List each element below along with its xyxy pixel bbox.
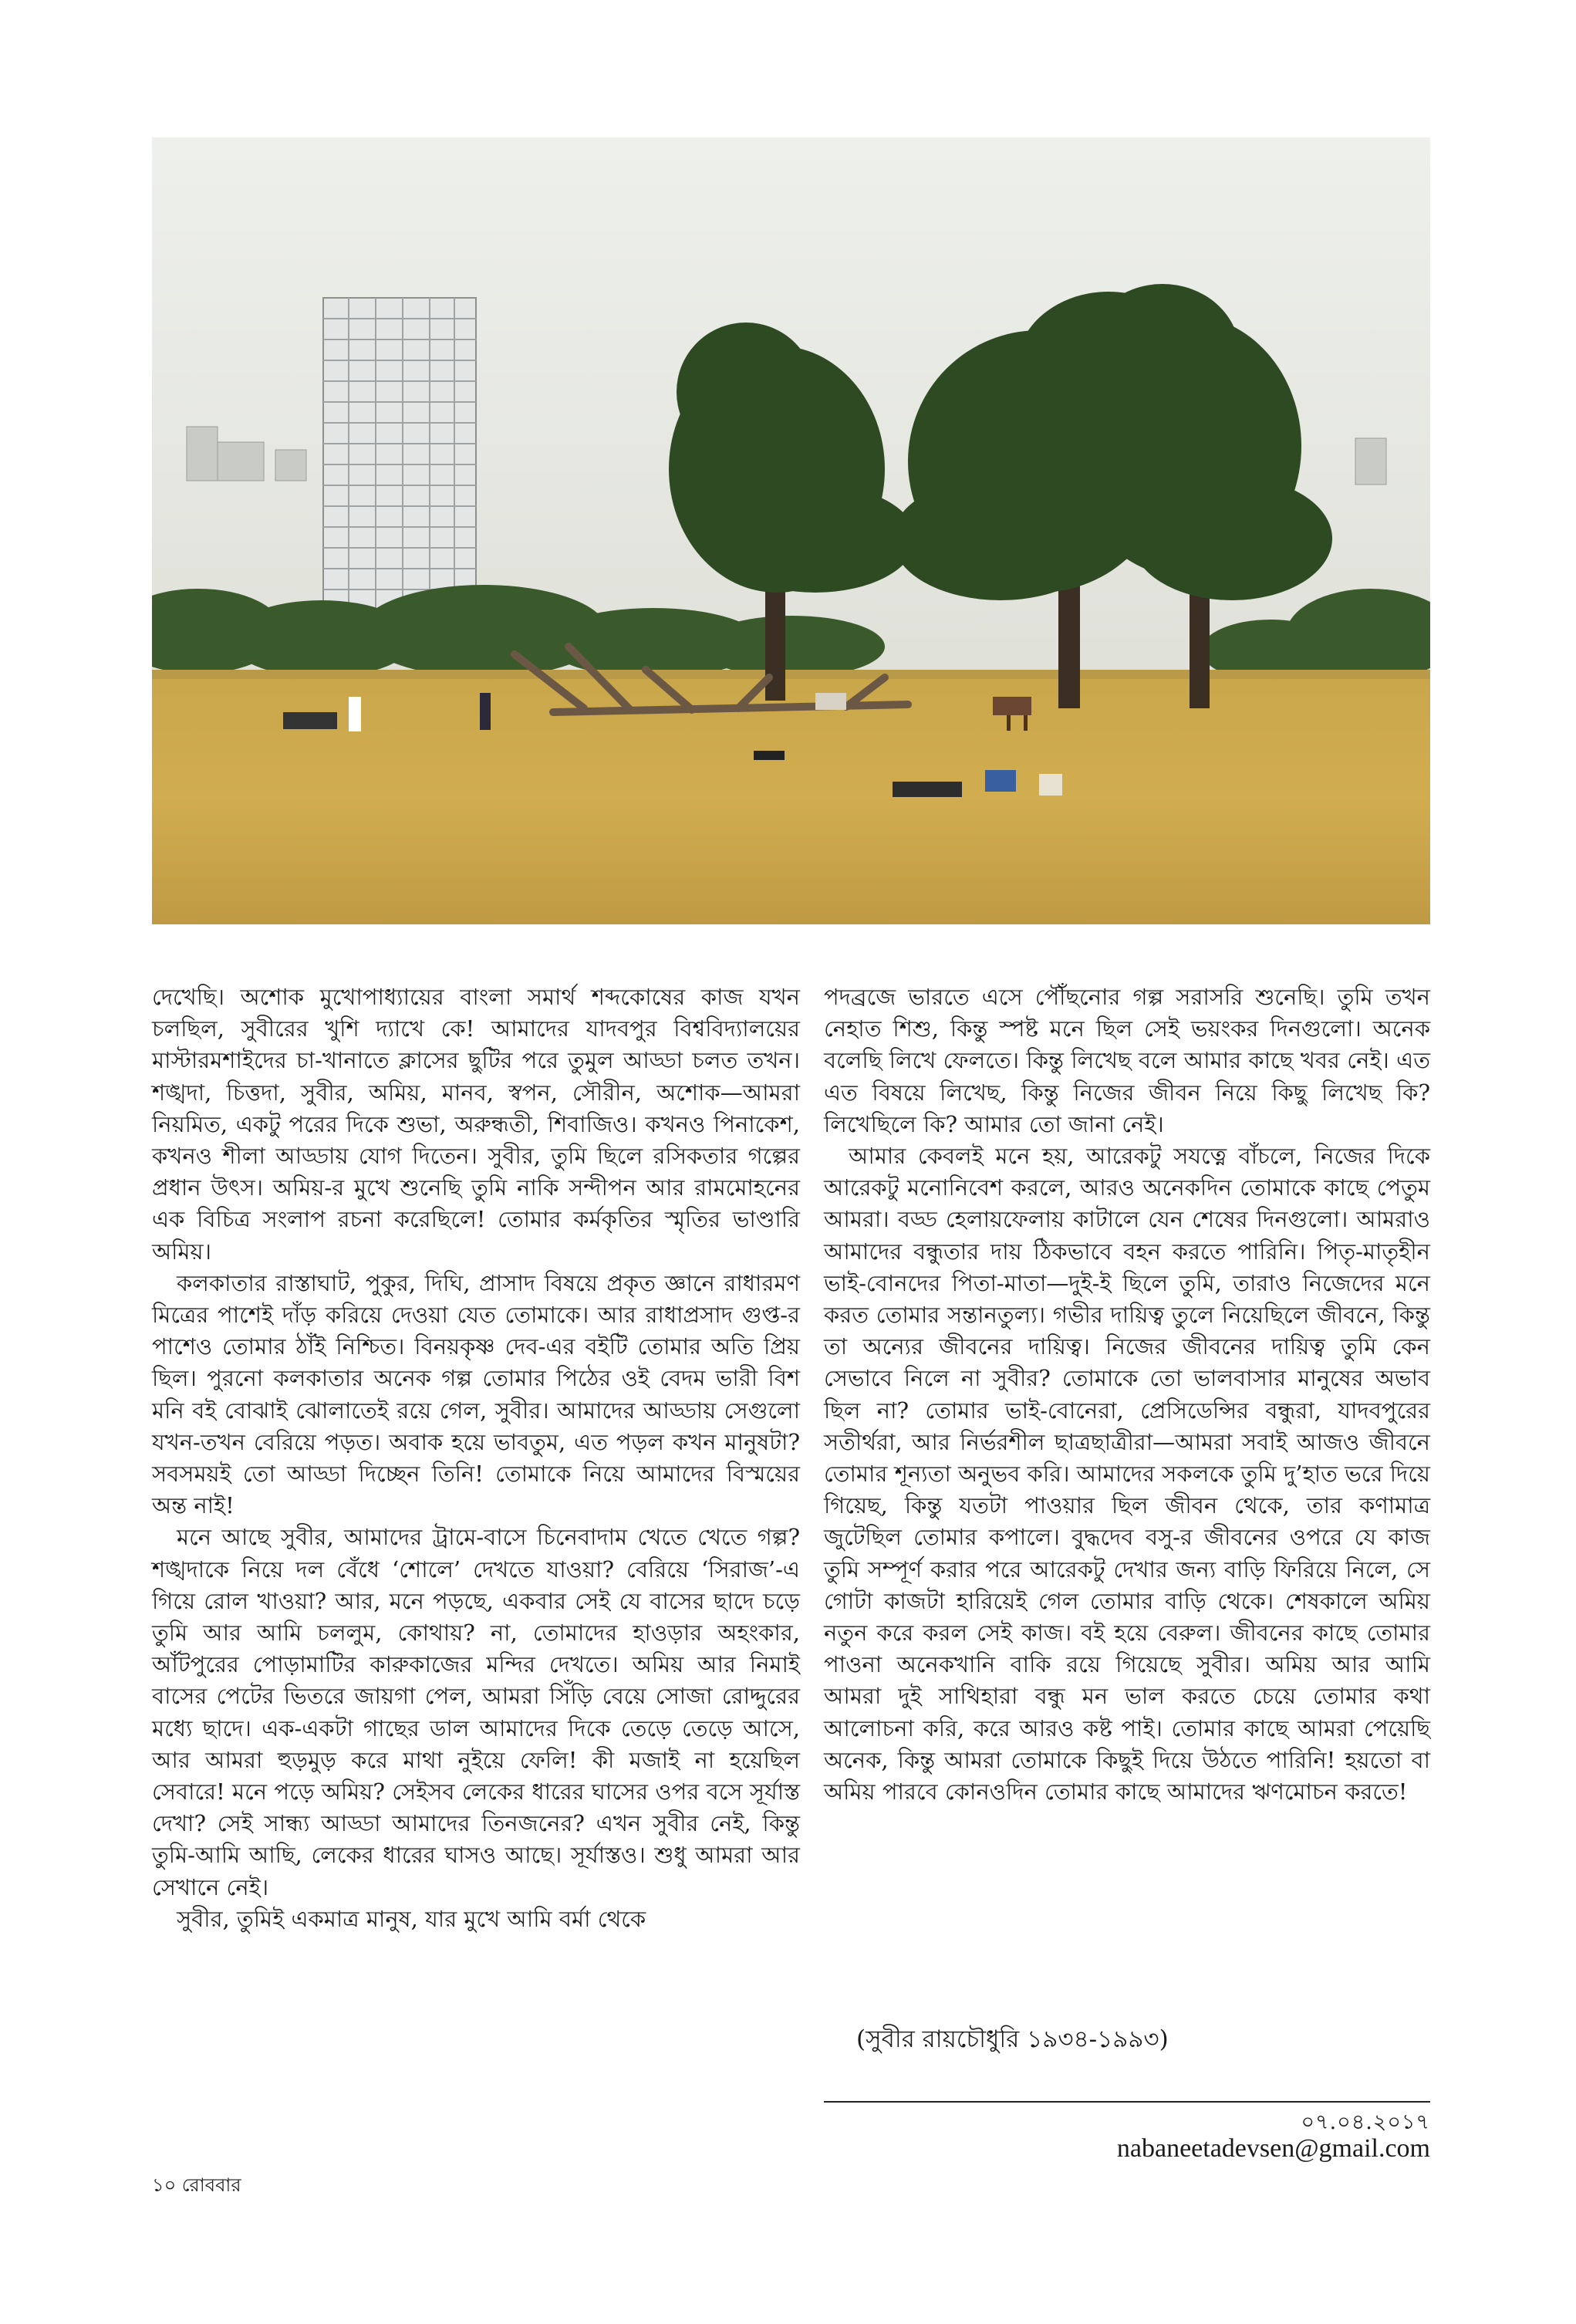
publication-date: ০৭.০৪.২০১৭: [1301, 2110, 1430, 2134]
paragraph: আমার কেবলই মনে হয়, আরেকটু সযত্নে বাঁচলে, নিজের দিকে আরেকটু মনোনিবেশ করলে, আরও অনেকদিন তোমাকে কাছে পেতুম আমরা। বড্ড হেলায়ফেলায় কাটালে যেন শেষের দিনগুলো। আমরাও আমাদের বন্ধুতার দায় ঠিকভাবে বহন করতে পারিনি। পিতৃ-মাতৃহীন ভাই-বোনদের পিতা-মাতা—দুই-ই ছিলে তুমি, তারাও নিজেদের মনে করত তোমার সন্তানতুল্য। গভীর দায়িত্ব তুলে নিয়েছিলে জীবনে, কিন্তু তা অন্যের জীবনের দায়িত্ব। নিজের জীবনের দায়িত্ব তুমি কেন সেভাবে নিলে না সুবীর? তোমাকে তো ভালবাসার মানুষের অভাব ছিল না? তোমার ভাই-বোনেরা, প্রেসিডেন্সির বন্ধুরা, যাদবপুরের সতীর্থরা, আর নির্ভরশীল ছাত্রছাত্রীরা—আমরা সবাই আজও জীবনে তোমার শূন্যতা অনুভব করি। আমাদের সকলকে তুমি দু’হাত ভরে দিয়ে গিয়েছ, কিন্তু যতটা পাওয়ার ছিল জীবন থেকে, তার কণামাত্র জুটেছিল তোমার কপালে। বুদ্ধদেব বসু-র জীবনের ওপরে যে কাজ তুমি সম্পূর্ণ করার পরে আরেকটু দেখার জন্য বাড়ি ফিরিয়ে নিলে, সে গোটা কাজটা হারিয়েই গেল তোমার বাড়ি থেকে। শেষকালে অমিয় নতুন করে করল সেই কাজ। বই হয়ে বেরুল। জীবনের কাছে তোমার পাওনা অনেকখানি বাকি রয়ে গিয়েছে সুবীর। অমিয় আর আমি আমরা দুই সাথিহারা বন্ধু মন ভাল করতে চেয়ে তোমার কথা আলোচনা করি, করে আরও কষ্ট পাই। তোমার কাছে আমরা পেয়েছি অনেক, কিন্তু আমরা তোমাকে কিছুই দিয়ে উঠতে পারিনি! হয়তো বা অমিয় পারবে কোনওদিন তোমার কাছে আমাদের ঋণমোচন করতে!: [824, 1143, 1430, 1805]
author-email: nabaneetadevsen@gmail.com: [1116, 2134, 1430, 2163]
divider: [824, 2101, 1430, 2103]
tower-building: [323, 298, 476, 626]
paragraph: কলকাতার রাস্তাঘাট, পুকুর, দিঘি, প্রাসাদ বিষয়ে প্রকৃত জ্ঞানে রাধারমণ মিত্রের পাশেই দাঁড় করিয়ে দেওয়া যেত তোমাকে। আর রাধাপ্রসাদ গুপ্ত-র পাশেও তোমার ঠাঁই নিশ্চিত। বিনয়কৃষ্ণ দেব-এর বইটি তোমার অতি প্রিয় ছিল। পুরনো কলকাতার অনেক গল্প তোমার পিঠের ওই বেদম ভারী বিশ মনি বই বোঝাই ঝোলাতেই রয়ে গেল, সুবীর। আমাদের আড্ডায় সেগুলো যখন-তখন বেরিয়ে পড়ত। অবাক হয়ে ভাবতুম, এত পড়ল কখন মানুষটা? সবসময়ই তো আড্ডা দিচ্ছেন তিনি! তোমাকে নিয়ে আমাদের বিস্ময়ের অন্ত নাই!: [152, 1269, 801, 1519]
paragraph: সুবীর, তুমিই একমাত্র মানুষ, যার মুখে আমি বর্মা থেকে: [177, 1905, 646, 1932]
article-column-right: [824, 981, 1430, 1808]
paragraph: মনে আছে সুবীর, আমাদের ট্রামে-বাসে চিনেবাদাম খেতে খেতে গল্প? শঙ্খদাকে নিয়ে দল বেঁধে ‘শোলে’ দেখতে যাওয়া? বেরিয়ে ‘সিরাজ’-এ গিয়ে রোল খাওয়া? আর, মনে পড়ছে, একবার সেই যে বাসের ছাদে চড়ে তুমি আর আমি চললুম, কোথায়? না, তোমাদের হাওড়ার অহংকার, আঁটপুরের পোড়ামাটির কারুকাজের মন্দির দেখতে। অমিয় আর নিমাই বাসের পেটের ভিতরে জায়গা পেল, আমরা সিঁড়ি বেয়ে সোজা রোদ্দুরের মধ্যে ছাদে। এক-একটা গাছের ডাল আমাদের দিকে তেড়ে তেড়ে আসে, আর আমরা হুড়মুড় করে মাথা নুইয়ে ফেলি! কী মজাই না হয়েছিল সেবারে! মনে পড়ে অমিয়? সেইসব লেকের ধারের ঘাসের ওপর বসে সূর্যাস্ত দেখা? সেই সান্ধ্য আড্ডা আমাদের তিনজনের? এখন সুবীর নেই, কিন্তু তুমি-আমি আছি, লেকের ধারের ঘাসও আছে। সূর্যাস্তও। শুধু আমরা আর সেখানে নেই।: [152, 1524, 800, 1900]
dates-caption: (সুবীর রায়চৌধুরি ১৯৩৪-১৯৯৩): [856, 2025, 1169, 2053]
maidan-photo: [152, 137, 1430, 924]
page-folio: ১০ রোববার: [152, 2174, 241, 2196]
paragraph: দেখেছি। অশোক মুখোপাধ্যায়ের বাংলা সমার্থ শব্দকোষের কাজ যখন চলছিল, সুবীরের খুশি দ্যাখে কে! আমাদের যাদবপুর বিশ্ববিদ্যালয়ের মাস্টারমশাইদের চা-খানাতে ক্লাসের ছুটির পরে তুমুল আড্ডা চলত তখন। শঙ্খদা, চিত্তদা, সুবীর, অমিয়, মানব, স্বপন, সৌরীন, অশোক—আমরা নিয়মিত, একটু পরের দিকে শুভা, অরুন্ধতী, শিবাজিও। কখনও পিনাকেশ, কখনও শীলা আড্ডায় যোগ দিতেন। সুবীর, তুমি ছিলে রসিকতার গল্পের প্রধান উৎস। অমিয়-র মুখে শুনেছি তুমি নাকি সন্দীপন আর রামমোহনের এক বিচিত্র সংলাপ রচনা করেছিলে! তোমার কর্মকৃতির স্মৃতির ভাণ্ডারি অমিয়।: [152, 984, 800, 1265]
maidan-photo-illustration: [152, 137, 1430, 924]
article-column-left: [152, 981, 800, 1935]
paragraph: পদব্রজে ভারতে এসে পৌঁছনোর গল্প সরাসরি শুনেছি। তুমি তখন নেহাত শিশু, কিন্তু স্পষ্ট মনে ছিল সেই ভয়ংকর দিনগুলো। অনেক বলেছি লিখে ফেলতে। কিন্তু লিখেছ বলে আমার কাছে খবর নেই। এত এত বিষয়ে লিখেছ, কিন্তু নিজের জীবন নিয়ে কিছু লিখেছ কি? লিখেছিলে কি? আমার তো জানা নেই।: [824, 984, 1430, 1137]
